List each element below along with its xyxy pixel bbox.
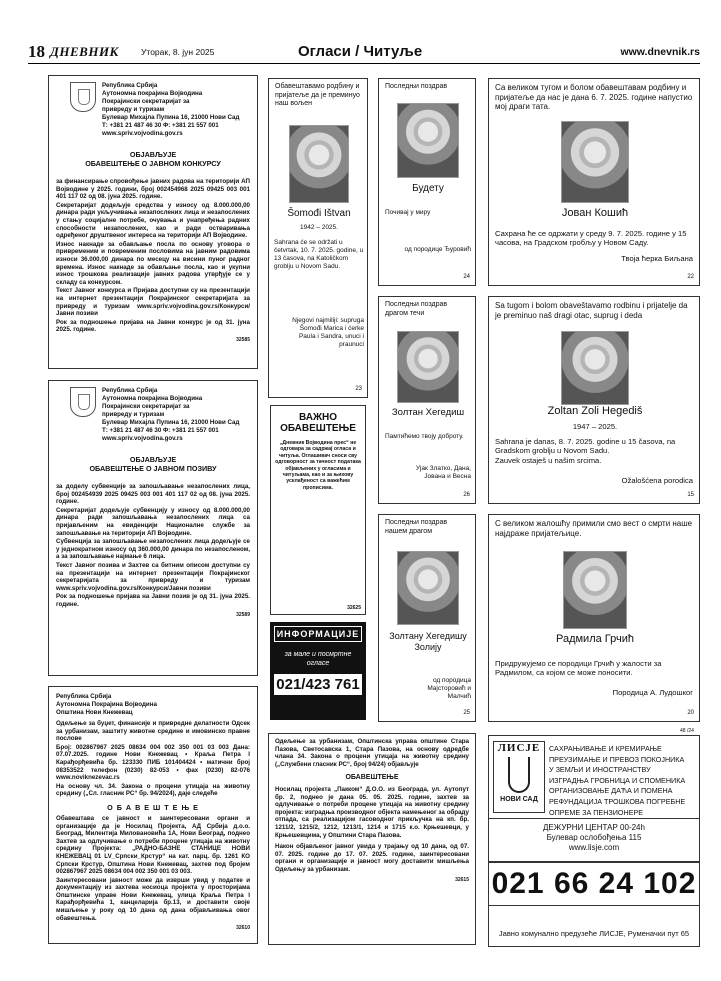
lisje-phone: 021 66 24 102 — [489, 861, 699, 906]
deceased-name: Јован Кошић — [561, 207, 629, 219]
coat-of-arms-icon — [70, 387, 96, 417]
portrait-photo — [397, 551, 459, 625]
info-phone-number: 021/423 761 — [274, 674, 362, 695]
coat-of-arms-icon — [70, 82, 96, 112]
portrait-photo — [563, 551, 627, 629]
lisje-logo: ЛИСЈЕ НОВИ САД — [493, 741, 545, 813]
portrait-photo — [397, 103, 459, 178]
gov-ad-call: Република Србија Аутономна покрајина Војводина Покрајински секретаријат за привреду и туризам Булевар Михајла Пупина 16, 21000 Нови Сад Т: +381 21 487 46 30 Ф: +381 21 557 001 www.spriv.vojvodina.gov.rs ОБЈАВЉУЈЕ ОБАВЕШТЕЊЕ О ЈАВНОМ ПОЗИВУ за доделу субвенције за запошљавање незапослених лица, број 002454939 2025 09425 003 001 401 117 02 од 08. јуна 2025. године. Секретаријат додељује субвенцију у износу од 8.000.000,00 динара ради запошљавања незапослених лица са пријављеним на евиденцији Националне службе за запошљавање на територији АП Војводине. Субвенција за запошљавање незапослених лица додељује се у једнократном износу од 360.000,00 динара по незапосленом, а за запошљавање најмање 6 лица. Текст Јавног позива и Захтев са битним описом доступни су на презентацији на интернет презентацији Покрајинског секретаријата за привреду и туризам www.spriv.vojvodina.gov.rs/Конкурси/Јавни позиви Рок за подношење пријава на Јавни позив је од 31. јуна 2025. године. 32589 — [48, 380, 258, 676]
obituary-budeta: Последњи поздрав Будету Почивај у миру од породице Ђуровић 24 — [378, 78, 476, 286]
lisje-contact: ДЕЖУРНИ ЦЕНТАР 00-24h Булевар ослобођења 115 www.lisje.com — [489, 818, 699, 853]
section-title: Огласи / Читуље — [298, 43, 423, 60]
obituary-grcic: С великом жалошћу примили смо вест о смрти наше најдраже пријатељице. Радмила Грчић Придружујемо се породици Грчић у жалости за Радмилом, са којом се може поносити. Породица А. Лудошког 20 — [488, 514, 700, 722]
important-notice: ВАЖНО ОБАВЕШТЕЊЕ „Дневник Војводина прес“ не одговара за садржај огласа и читуља. Оглашивач сноси сву одговорност за тачност података објављених у огласима и читуљама, као и за њихову усклађеност са важећим прописима. 32625 — [270, 405, 366, 615]
lisje-funeral-ad: ЛИСЈЕ НОВИ САД САХРАЊИВАЊЕ И КРЕМИРАЊЕ ПРЕУЗИМАЊЕ И ПРЕВОЗ ПОКОЈНИКА У ЗЕМЉИ И ИНОСТРАНСТВУ ИЗГРАДЊА ГРОБНИЦА И СПОМЕНИКА ОРГАНИЗОВАЊЕ ДАЋА И ПОМЕНА РЕФУНДАЦИЈА ТРОШКОВА ПОГРЕБНЕ ОПРЕМЕ ЗА ПЕНЗИОНЕРЕ ДЕЖУРНИ ЦЕНТАР 00-24h Булевар ослобођења 115 www.lisje.com 021 66 24 102 Јавно комунално предузеће ЛИСЈЕ, Руменачки пут 65 — [488, 735, 700, 947]
page-header — [28, 42, 700, 64]
ad-title: ОБЈАВЉУЈЕ ОБАВЕШТЕЊЕ О ЈАВНОМ КОНКУРСУ — [85, 150, 221, 168]
obituary-somodji: Обавештавамо родбину и пријатеље да је преминуо наш вољен Šomođi Ištvan 1942 – 2025. Sahrana će se održati u četvrtak, 10. 7. 2025. godine, u 13 časova, na Katoličkom groblju u Novom Sadu. Njegovi najmiliji: supruga Šomođi Marica i ćerke Paula i Sandra, unuci i praunuci 23 — [268, 78, 368, 398]
chalice-icon — [508, 757, 530, 793]
ad-title: ОБЈАВЉУЈЕ ОБАВЕШТЕЊЕ О ЈАВНОМ ПОЗИВУ — [89, 455, 217, 473]
obituary-kosic: Са великом тугом и болом обавештавам родбину и пријатеље да нас је дана 6. 7. 2025. године напустио мој драги тата. Јован Кошић Сахрана ће се одржати у среду 9. 7. 2025. године у 15 часова, на Градском гробљу у Новом Саду. Твоја ћерка Биљана 22 — [488, 78, 700, 286]
page-number: 18 — [28, 42, 45, 61]
obituary-zoltan-2: Sa tugom i bolom obaveštavamo rodbinu i prijatelje da je preminuo naš dragi otac, suprug i deda Zoltan Zoli Hegediš 1947 – 2025. Sahrana je danas, 8. 7. 2025. godine u 15 časova, na Gradskom groblju u Novom Sadu. Zauvek ostaješ u našim srcima. Ožalošćena porodica 15 — [488, 296, 700, 504]
info-phone-ad: ИНФОРМАЦИЈЕ за мале и посмртне огласе 021/423 761 — [270, 622, 366, 720]
deceased-name: Šomođi Ištvan — [287, 208, 351, 219]
deceased-name: Будету — [412, 183, 444, 194]
newspaper-logo: ДНЕВНИК — [50, 44, 119, 59]
deceased-name: Радмила Грчић — [555, 633, 634, 645]
gov-ad-notice: Република Србија Аутономна Покрајина Војводина Општина Нови Кнежевац Одељење за буџет, финансије и привредне делатности Одсек за урбанизам, заштиту животне средине и имовинско правне послове Број: 002867967 2025 08634 004 002 350 001 03 003 Дана: 07.07.2025. године Нови Кнежевац • Краља Петра I Карађорђевића бр. 123330 ПИБ 101404424 • матични број 08353522 телефон (0230) 82-053 • фах (0230) 82-076 www.noviknezevac.rs На основу чл. 34. Закона о процени утицаја на животну средину („Сл. гласник РС“ бр. 94/2024), даје следеће О Б А В Е Ш Т Е Њ Е Обавештава се јавност и заинтересовани органи и организације да је Носилац Пројекта, АД Србија д.о.о. Београд, Милентија Миловановића 1А, Нови Београд, поднео Захтев за одлучивање о потреби процене утицаја на животну средину Пројекта: „РАДНО-БАЗНЕ СТАНИЦЕ НОВИ КНЕЖЕВАЦ 01 LV_Српски_Крстур“ на кат. парц. бр. 1261 КО Српски Крстур, Општина Нови Кнежевац, захтев под бројем 002867967 2025 08634 004 002 350 001 03 003. Заинтересовани јавност може да изврши увид у податке и документацију из захтева носиоца пројекта у просторијама Општинске управе Нови Кнежевац, улица Краља Петра I Карађорђевића 1, канцеларија бр.13, и доставити своје мишљење у року од 10 дана од дана објављивања овог обавештења. 32610 — [48, 686, 258, 944]
deceased-name: Золтану Хегедишу Золију — [389, 631, 467, 652]
issue-date: Уторак, 8. јун 2025 — [141, 47, 215, 57]
site-link[interactable]: www.dnevnik.rs — [620, 46, 700, 58]
gov-ad-contest: Република Србија Аутономна покрајина Војводина Покрајински секретаријат за привреду и туризам Булевар Михајла Пупина 16, 21000 Нови Сад Т: +381 21 487 46 30 Ф: +381 21 557 001 www.spriv.vojvodina.gov.rs ОБЈАВЉУЈЕ ОБАВЕШТЕЊЕ О ЈАВНОМ КОНКУРСУ за финансирање спровођење јавних радова на територији АП Војводине у 2025. години, број 002454968 2025 09425 003 001 401 117 02 од 08. јуна 2025. године. Секретаријат додељује средства у износу од 8.000.000,00 динара ради укључивања незапослених лица и незапослених у стању социјалне потребе, очувања и унапређења радних способности незапослених, као и ради остваривања одређеног друштвеног интереса на територији АП Војводине. Износ накнаде за обављање посла по основу уговора о привременим и повременим пословима на јавним радовима износи 36.000,00 динара по месецу на висини пуног радног времена. Износ накнаде за обављање посла, као и укупни износ трошкова реализације јавних радова утврђује се у складу са конкурсом. Текст Јавног конкурса и Пријава доступни су на презентацији на интернет презентацији Покрајинског секретаријата за привреду и туризам www.spriv.vojvodina.gov.rs/Конкурси/Јавни позиви Рок за подношење пријава на Јавни конкурс је од 31. јуна 2025. године. 32585 — [48, 75, 258, 369]
obituary-zoltan-3: Последњи поздрав нашем драгом Золтану Хегедишу Золију од породица Мајсторовић и Малчић 25 — [378, 514, 476, 722]
portrait-photo — [397, 331, 459, 403]
portrait-photo — [561, 121, 629, 203]
deceased-name: Золтан Хегедиш — [391, 407, 465, 418]
ad-title: О Б А В Е Ш Т Е Њ Е — [107, 802, 199, 812]
deceased-name: Zoltan Zoli Hegediš — [547, 405, 643, 417]
services-list: САХРАЊИВАЊЕ И КРЕМИРАЊЕ ПРЕУЗИМАЊЕ И ПРЕВОЗ ПОКОЈНИКА У ЗЕМЉИ И ИНОСТРАНСТВУ ИЗГРАДЊА ГРОБНИЦА И СПОМЕНИКА ОРГАНИЗОВАЊЕ ДАЋА И ПОМЕНА РЕФУНДАЦИЈА ТРОШКОВА ПОГРЕБНЕ ОПРЕМЕ ЗА ПЕНЗИОНЕРЕ — [549, 744, 686, 817]
portrait-photo — [561, 331, 629, 405]
obituary-zoltan-1: Последњи поздрав драгом течи Золтан Хегедиш Памтићемо твоју доброту. Ујак Златко, Дана, Јована и Весна 26 — [378, 296, 476, 504]
portrait-photo — [289, 125, 349, 203]
env-impact-notice: Одељење за урбанизам, Општинска управа општине Стара Пазова, Светосавска 1, Стара Пазова, на основу одредбе члана 34. Закона о процени утицаја на животну средину („Службени гласник РС“, број 94/24) објављује ОБАВЕШТЕЊЕ Носилац пројекта „Пакком“ Д.О.О. из Београда, ул. Аутопут бр. 2, поднео је дана 05. 05. 2025. године, захтев за одлучивање о потреби процене утицаја на животну средину пројекта: изградња производног објекта намењеног за обраду отпада, са реализацијом гасоводног прикључка на кп. бр. 1211/2, 1215/2, 1212, 1213/1, 1214 и 1715 к.о. Крњешевци, у Крњешевцима, у Општини Стара Пазова. Након објављеног јавног увида у трајању од 10 дана, од 07. 07. 2025. године до 17. 07. 2025. године, заинтересовани органи и организације и јавност могу доставити мишљења Одељењу за урбанизам. 32615 — [268, 733, 476, 945]
ad-title: ОБАВЕШТЕЊЕ — [345, 774, 399, 782]
